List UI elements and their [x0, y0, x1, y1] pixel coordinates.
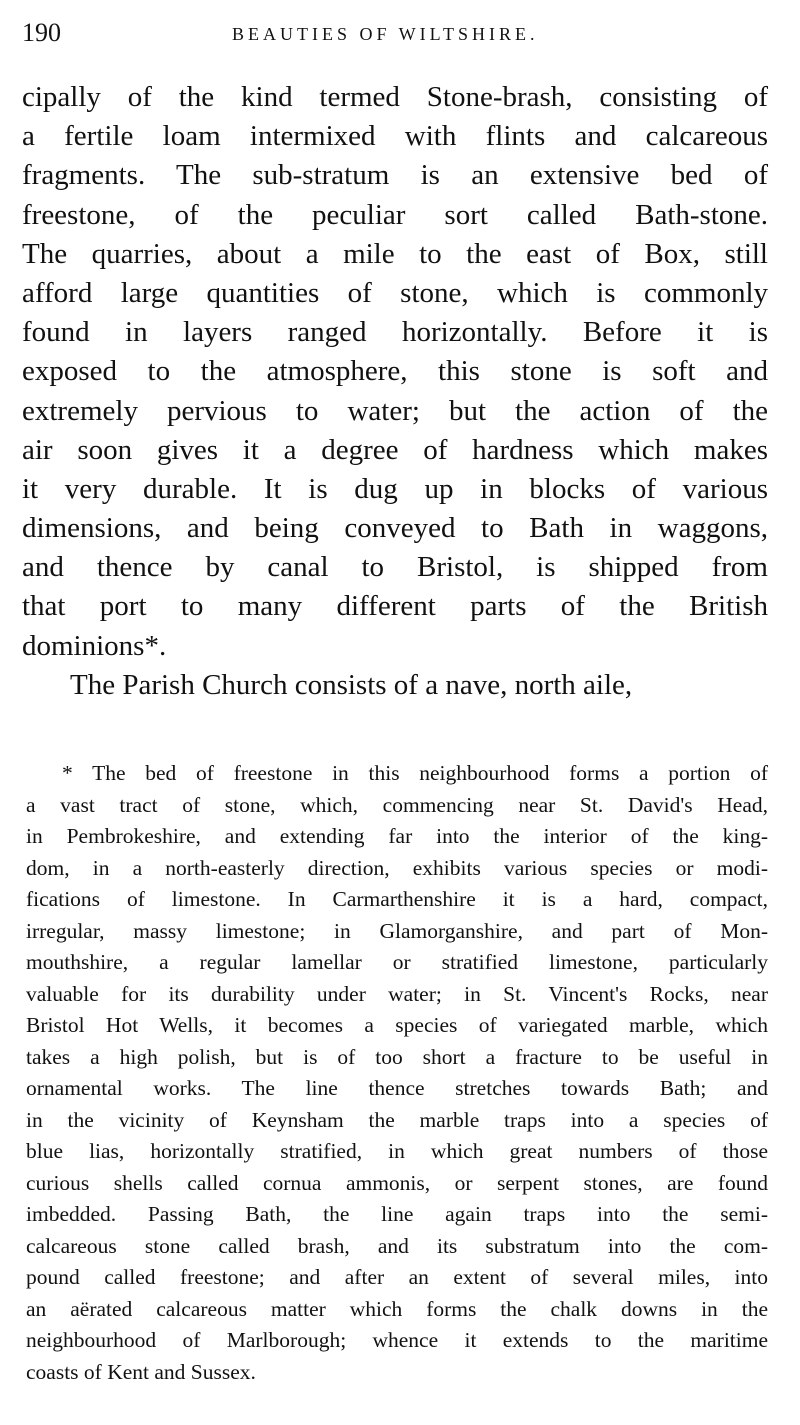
text-line: extremely pervious to water; but the action of the: [22, 394, 768, 427]
footnote-line: curious shells called cornua ammonis, or serpent stones, are found: [26, 1170, 768, 1195]
footnote-line: * The bed of freestone in this neighbourhood forms a portion of: [62, 761, 768, 785]
text-line: it very durable. It is dug up in blocks of various: [22, 472, 768, 505]
footnote-line: calcareous stone called brash, and its substratum into the com-: [26, 1233, 768, 1258]
footnote-line: neighbourhood of Marlborough; whence it extends to the maritime: [26, 1328, 768, 1352]
text-line: cipally of the kind termed Stone-brash, consisting of: [22, 81, 768, 113]
footnote-line: ornamental works. The line thence stretches towards Bath; and: [26, 1076, 768, 1100]
text-line: dimensions, and being conveyed to Bath in waggons,: [22, 512, 768, 545]
page-header: [22, 18, 768, 52]
footnote-line: irregular, massy limestone; in Glamorganshire, and part of Mon-: [26, 918, 768, 943]
footnote-line: valuable for its durability under water; in St. Vincent's Rocks, near: [26, 981, 768, 1006]
text-line: dominions*.: [22, 629, 167, 662]
footnote-line: blue lias, horizontally stratified, in which great numbers of those: [26, 1139, 768, 1163]
footnote-line: an aërated calcareous matter which forms the chalk downs in the: [26, 1296, 768, 1321]
footnote-line: pound called freestone; and after an extent of several miles, into: [26, 1265, 768, 1289]
running-title: BEAUTIES OF WILTSHIRE.: [232, 24, 539, 44]
footnote-line: takes a high polish, but is of too short a fracture to be useful in: [26, 1044, 768, 1069]
footnote-line: coasts of Kent and Sussex.: [26, 1359, 256, 1384]
footnote-line: a vast tract of stone, which, commencing near St. David's Head,: [26, 792, 768, 817]
footnote-line: Bristol Hot Wells, it becomes a species of variegated marble, which: [26, 1013, 768, 1037]
text-line: afford large quantities of stone, which is commonly: [22, 276, 768, 309]
text-line: fragments. The sub-stratum is an extensive bed of: [22, 159, 768, 192]
footnote-line: imbedded. Passing Bath, the line again traps into the semi-: [26, 1202, 768, 1226]
text-line: air soon gives it a degree of hardness which makes: [22, 433, 768, 466]
footnote-line: in Pembrokeshire, and extending far into the interior of the king-: [26, 824, 768, 848]
footnote-line: fications of limestone. In Carmarthenshire it is a hard, compact,: [26, 887, 768, 911]
text-line: that port to many different parts of the British: [22, 590, 768, 623]
footnote-line: dom, in a north-easterly direction, exhibits various species or modi-: [26, 855, 768, 880]
text-line: freestone, of the peculiar sort called Bath-stone.: [22, 198, 768, 231]
footnote: [26, 758, 768, 1388]
footnote-line: mouthshire, a regular lamellar or stratified limestone, particularly: [26, 950, 768, 974]
text-line: found in layers ranged horizontally. Before it is: [22, 316, 768, 349]
text-line: The quarries, about a mile to the east of Box, still: [22, 237, 768, 270]
text-line: The Parish Church consists of a nave, north aile,: [70, 668, 633, 701]
text-line: exposed to the atmosphere, this stone is soft and: [22, 355, 768, 388]
page-number: 190: [22, 18, 61, 47]
footnote-line: in the vicinity of Keynsham the marble traps into a species of: [26, 1107, 768, 1132]
text-line: a fertile loam intermixed with flints and calcareous: [22, 120, 768, 153]
text-line: and thence by canal to Bristol, is shipped from: [22, 551, 768, 584]
main-text: [22, 78, 768, 705]
